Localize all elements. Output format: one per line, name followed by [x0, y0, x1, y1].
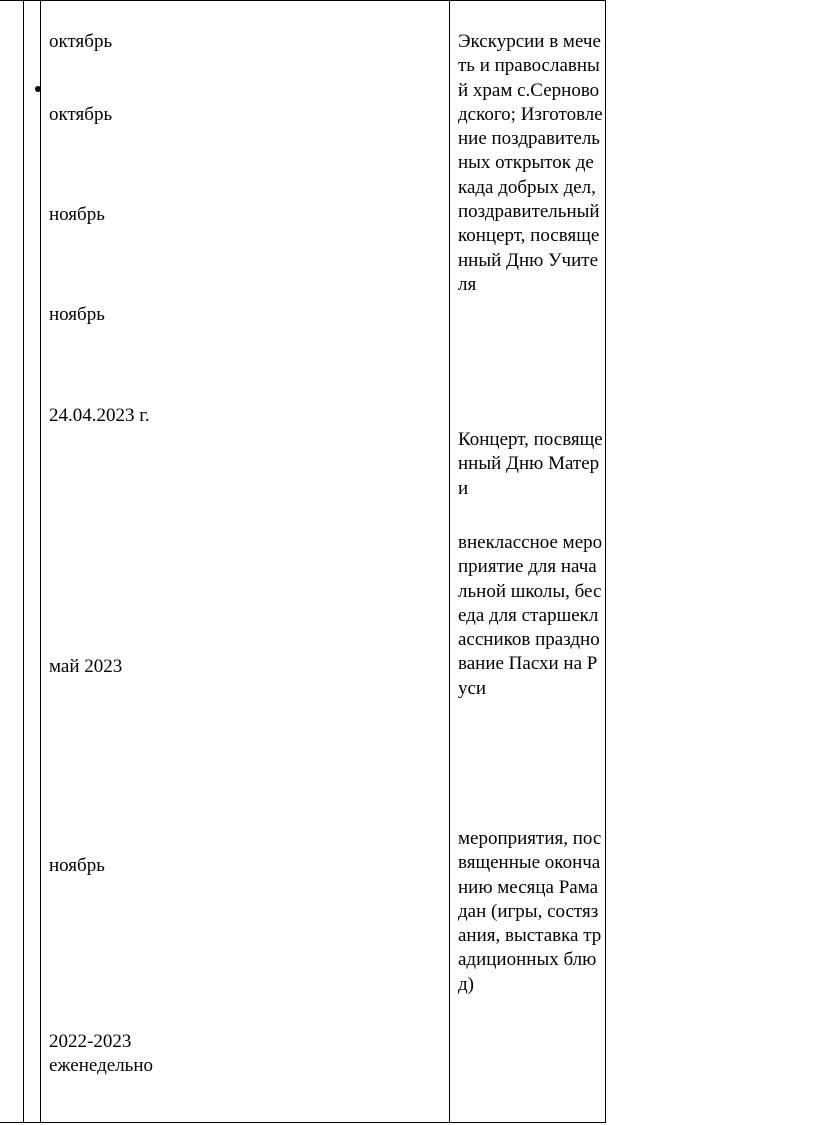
date-may-2023: май 2023 [49, 656, 123, 677]
column-divider-1 [40, 0, 41, 1123]
date-november-2: ноябрь [49, 304, 105, 325]
table-top-border [0, 0, 606, 1]
bullet-marker [35, 86, 41, 92]
date-november-3: ноябрь [49, 855, 105, 876]
date-weekly: еженедельно [49, 1055, 154, 1076]
date-april-24: 24.04.2023 г. [49, 405, 150, 426]
event-excursions-and-teacher-day: Экскурсии в мечеть и православный храм с.Серноводского; Изготовление поздравительных открыток декада добрых дел, поздравительный концерт, посвященный Дню Учителя [458, 31, 603, 295]
event-mother-day-concert: Концерт, посвященный Дню Матери [458, 429, 603, 499]
date-school-year: 2022-2023 [49, 1031, 132, 1052]
table-right-border [605, 0, 606, 1123]
event-easter-celebration: внеклассное мероприятие для начальной школы, беседа для старшеклассников празднование Пасхи на Руси [458, 532, 603, 699]
table-left-border [23, 0, 24, 1123]
event-ramadan-end: мероприятия, посвященные окончанию месяца Рамадан (игры, состязания, выставка традиционных блюд) [458, 828, 602, 995]
date-october-1: октябрь [49, 31, 113, 52]
date-october-2: октябрь [49, 104, 113, 125]
table-bottom-border [0, 1122, 606, 1123]
column-divider-2 [449, 0, 450, 1123]
date-november-1: ноябрь [49, 204, 105, 225]
